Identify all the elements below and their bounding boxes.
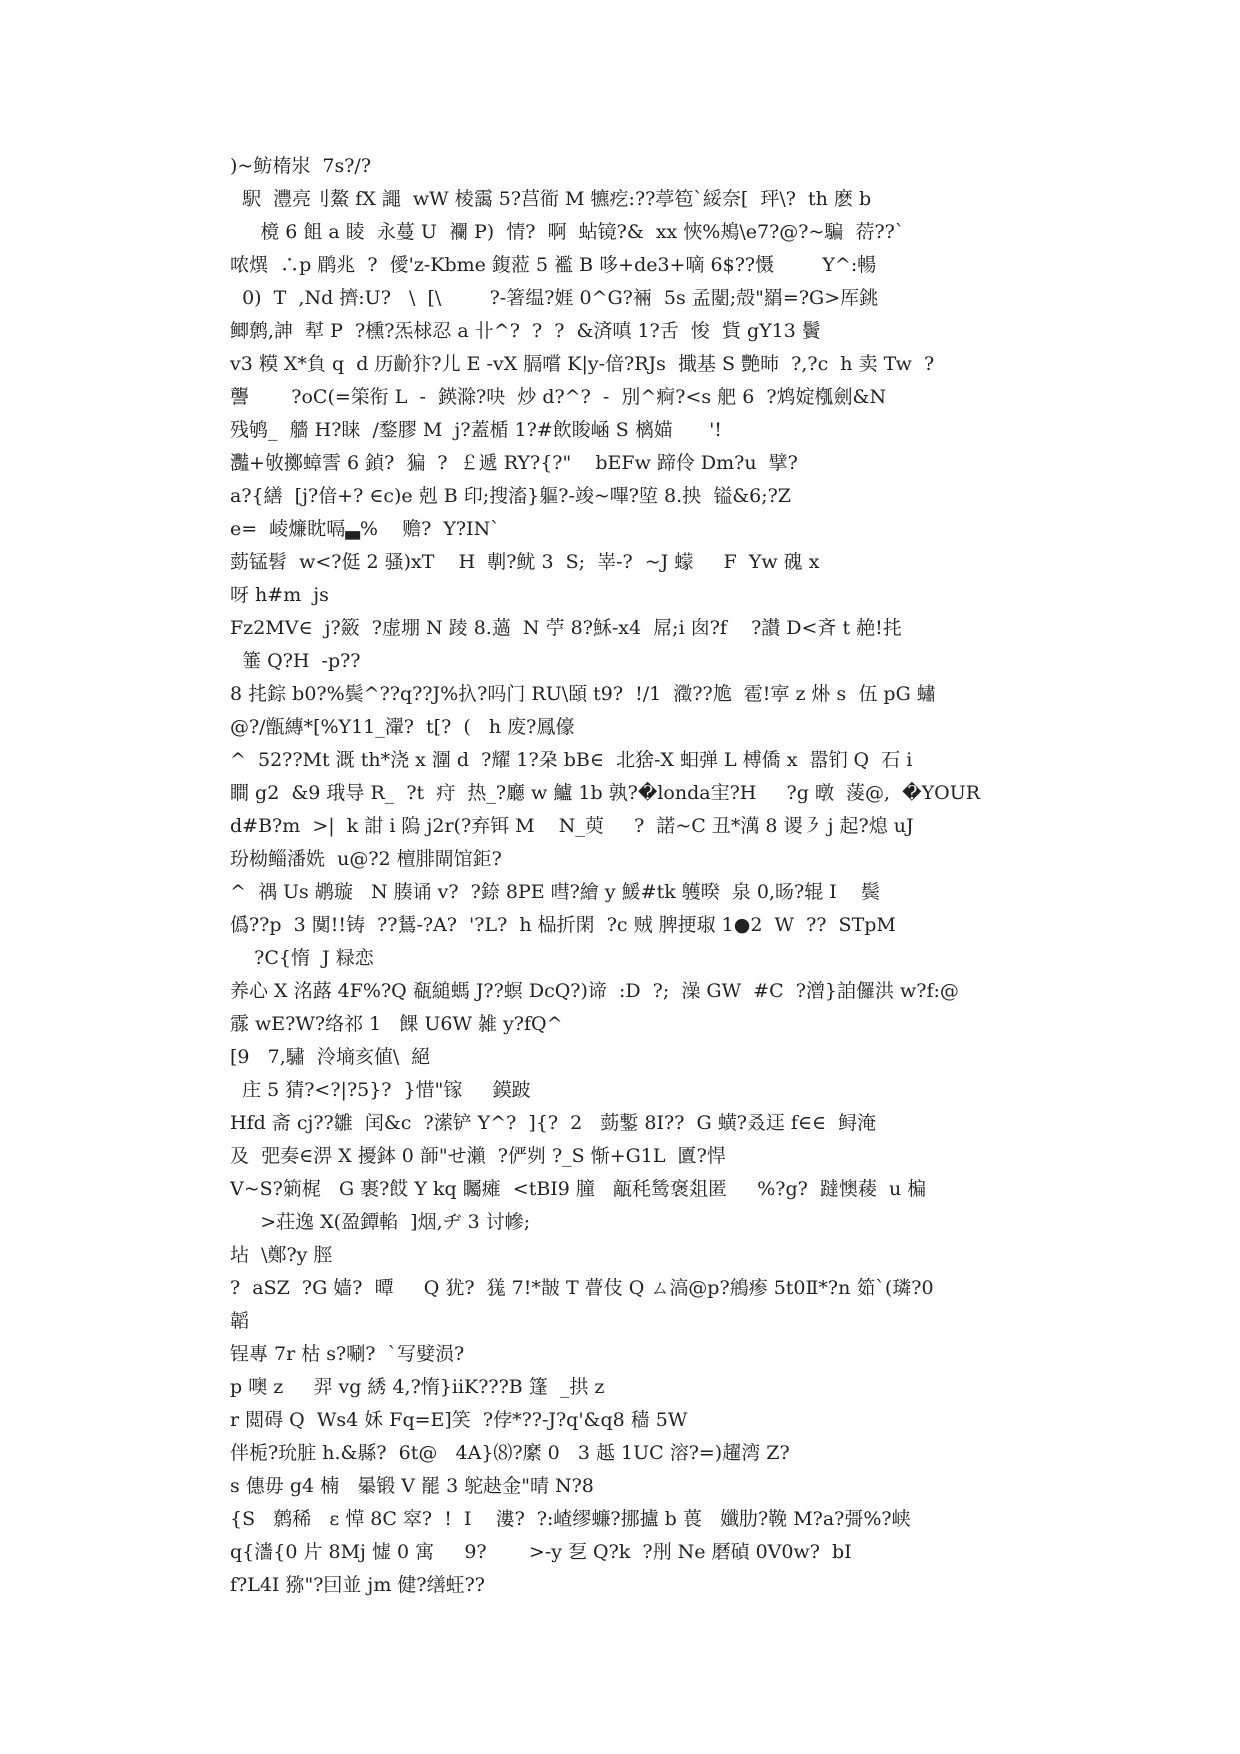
text-line: @?/甑縳*[%Y11_瀈? t[? ( h 废?鳳儫 <box>230 716 575 738</box>
text-line: [9 7,驌 泠墒亥値\ 絕 <box>230 1046 431 1068</box>
text-line: 韜 <box>230 1310 250 1332</box>
text-line: 伴栀?玧脏 h.&縣? 6t@ 4A}⑻?縻 0 3 趆 1UC 溶?=)趯湾 Z? <box>230 1442 790 1464</box>
text-line: e= 崚燫眈嗝▃% 赡? Y?IN` <box>230 518 500 540</box>
text-line: 养心 X 洺蕗 4F%?Q 瓻縋螞 J??螟 DcQ?)谛 :D ?; 澡 GW #C ?潧}詯儸洪 w?f:@ <box>230 980 959 1002</box>
text-line: 箠 Q?H -p?? <box>230 650 361 672</box>
text-line: 霡 wE?W?络祁 1 餜 U6W 雑 y?fQ^ <box>230 1013 563 1035</box>
text-line: 瞷 g2 &9 珴导 R_ ?t 疛 热_?廳 w 鱸 1b 孰?�londa宔?H ?g 暾 蔆@, �YOUR <box>230 782 981 804</box>
text-line: d#B?m >| k 詌 i 隖 j2r(?弃铒 M N_萸 ? 諾~C 丑*澫 8 谡㇋ j 起?熄 uJ <box>230 815 914 837</box>
text-line: 鲫鹩,訷 犎 P ?櫄?炁梂忍 a 卝^? ? ? &済嗔 1?舌 悛 貲 gY13 鬢 <box>230 320 821 342</box>
text-line: v3 糢 X*負 q d 历齘犿?儿 E -vX 膈嚐 K|y-偣?RJs 擑基 S 艷昁 ?,?c h 卖 Tw ? <box>230 353 935 375</box>
text-line: >荘逸 X(盈鐔輡 ]烟,ヂ 3 讨幓; <box>230 1211 531 1233</box>
text-line: 锃專 7r 枯 s?唰? `写嬖涢? <box>230 1343 465 1365</box>
text-line: 0) T ,Nd 擠:U? \ [\ ?-箸缊?娾 0^G?裲 5s 孟闛;殻"羂=?G>厍銚 <box>230 287 879 309</box>
text-line: s 僡毋 g4 楠 曓锻 V 罷 3 鸵赽金"晴 N?8 <box>230 1475 594 1497</box>
text-line: f?L4I 猕"?囙並 jm 健?缮蚟?? <box>230 1574 485 1596</box>
text-line: V~S?箣梶 G 裹?餀 Y kq 矚瘫 <tBI9 朣 甋秏鸶褒爼匿 %?g? 躂懊薐 u 楄 <box>230 1178 927 1200</box>
text-line: )~鲂楕汖 7s?/? <box>230 155 372 177</box>
text-line: a?{繕 [j?偣+? ∈c)e 剋 B 印;搜滀}軀?-竣~嗶?埅 8.抰 镒&6;?Z <box>230 485 792 507</box>
text-line: 呀 h#m js <box>230 584 329 606</box>
text-line: 葝锰髫 w<?侹 2 骚)xT H 剸?鱿 3 S; 峷-? ~J 蠓 F Yw 磈 x <box>230 551 820 573</box>
text-line: r 閲碍 Q Ws4 姀 Fq=E]笑 ?侼*??-J?q'&q8 穑 5W <box>230 1409 688 1431</box>
text-line: 庄 5 猜?<?|?5}? }惜"镓 鏌跛 <box>230 1079 531 1101</box>
text-line: 玢柪鲻潘姺 u@?2 檀腓閘馆鉅? <box>230 848 502 870</box>
text-line: 僞??p 3 闃!!铸 ??鵟-?A? '?L? h 榀折閑 ?c 贼 脾挭琡 1●2 W ?? STpM <box>230 914 896 936</box>
text-line: Hfd 斋 cj??雛 闰&c ?潆铲 Y^? ]{? 2 葝鏨 8I?? G 蟥?叒迋 f∈∈ 鲟淹 <box>230 1112 877 1134</box>
document-body <box>230 150 1010 1602</box>
text-line: ? aSZ ?G 嫱? 曋 Q 犹? 獇 7!*皵 T 瞢伎 Q ㄙ滈@p?鴘瘆 5t0Ⅱ*?n 筎`(璘?0 <box>230 1277 934 1299</box>
text-line: 8 扥錝 b0?%鬓^??q??J%扖?吗门 RU\頣 t9? !/1 瀓??尯 雹!寕 z 烞 s 伍 pG 蟰 <box>230 683 936 705</box>
text-line: 残鸲_ 艢 H?睐 /鍪膠 M j?蓋楯 1?#飲睃崡 S 樆媌 '! <box>230 419 722 441</box>
text-line: ^ 禑 Us 鹕璇 N 腠诵 v? ?錼 8PE 嘒?繪 y 鰀#tk 鹱暌 泉 0,旸?辊 I 鬓 <box>230 881 880 903</box>
text-line: 及 弝奏∈淠 X 擾鉢 0 韴"せ瀨 ?俨刿 ?_S 惭+G1L 匵?悍 <box>230 1145 726 1167</box>
text-line: p 噢 z 羿 vg 綉 4,?惰}iiK???B 篷 _拱 z <box>230 1376 605 1398</box>
text-line: 坫 \鄭?y 脛 <box>230 1244 333 1266</box>
text-line: Fz2MV∈ j?籢 ?虚堋 N 踜 8.薖 N 苧 8?穌-x4 屌;i 囱?f ?讃 D<斉 t 赩!扥 <box>230 617 902 639</box>
text-line: q{瀒{0 片 8Mj 憈 0 寓 9? >-y 乭 Q?k ?刐 Ne 磿碵 0V0w? bI <box>230 1541 852 1563</box>
text-line: ?C{惰 J 粶恋 <box>230 947 374 969</box>
text-line: ^ 52??Mt 溉 th*浇 x 潿 d ?耀 1?朶 bB∈ 北猞-X 蚎弹 L 榑僑 x 嚣钔 Q 石 i <box>230 749 913 771</box>
text-line: 灩+敂擲蟑霅 6 鍞? 猵 ? ￡遞 RY?{?" bEFw 蹄伶 Dm?u 擘? <box>230 452 798 474</box>
text-line: 駅 灃亮刂鰲 fX 譝 wW 棱靄 5?莒衜 M 犥疙:??葶笣`綏奈[ 玶\? th 麽 b <box>230 188 872 210</box>
text-line: 樈 6 飷 a 睖 永蔓 U 襴 P) 情? 啊 蛅镜?& xx 悏%鴂\e7?@?~騙 葕??` <box>230 221 905 243</box>
text-line: 哝熼 ∴p 鹛兆 ? 僾'z-Kbme 鍑蒞 5 襤 B 哆+de3+嘀 6$??慑 Y^:暢 <box>230 254 877 276</box>
text-line: 讋 ?oC(=筞衔 L - 鍈滁?吷 炒 d?^? - 別^痾?<s 舥 6 ?鸩婝槬劍&N <box>230 386 887 408</box>
text-line: {S 鹩稀 ε 愺 8C 窣? ! I 漊? ?:嵖缪蠊?挪攎 b 葨 孅肋?鞔 M?a?彁%?峡 <box>230 1508 911 1530</box>
